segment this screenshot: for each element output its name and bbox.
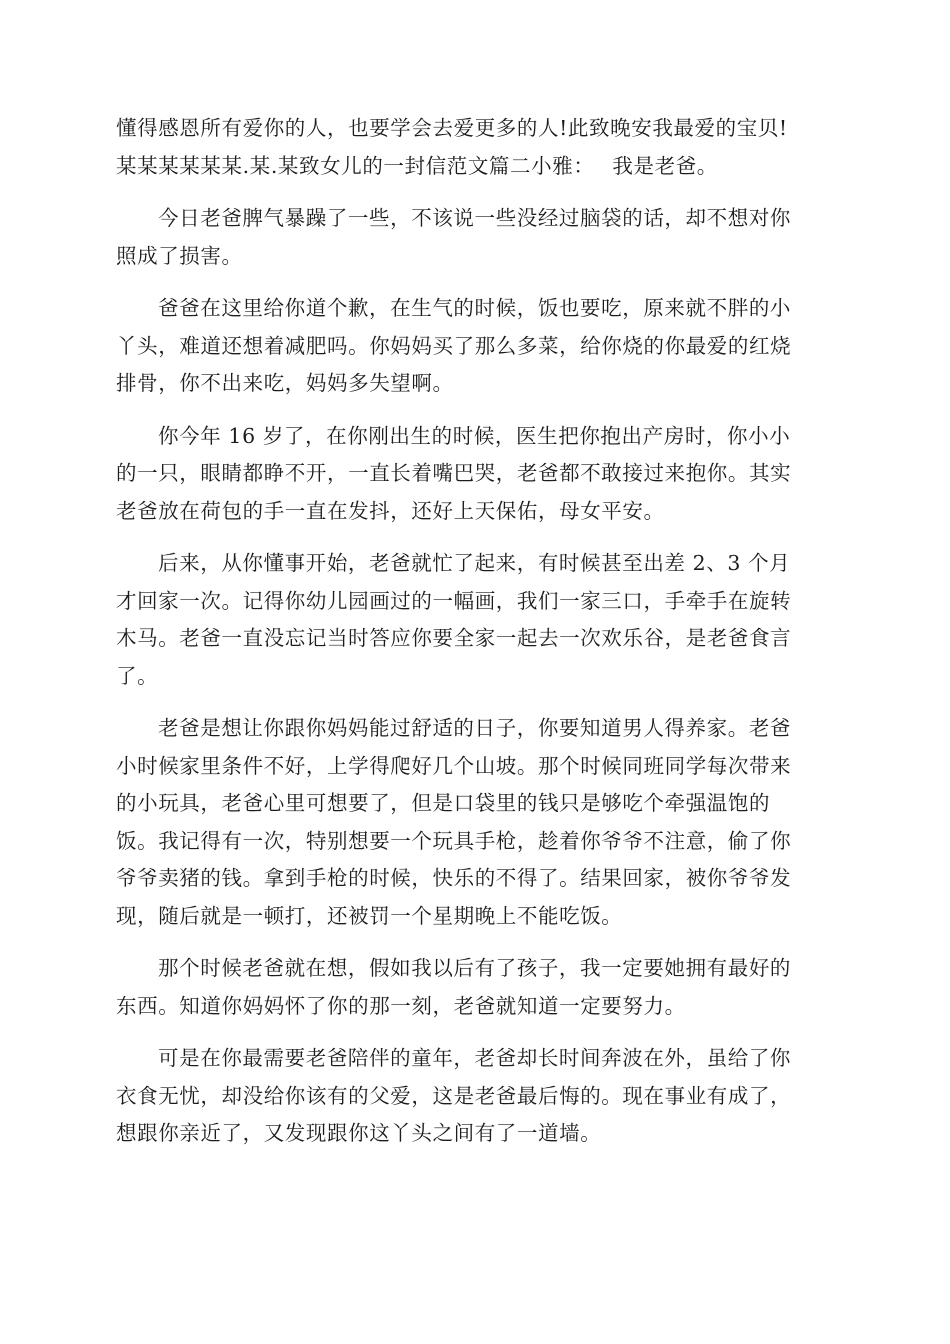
text-line: 老爸是想让你跟你妈妈能过舒适的日子，你要知道男人得养家。老爸	[158, 716, 792, 740]
text-line: 某某某某某某.某.某致女儿的一封信范文篇二小雅： 我是老爸。	[116, 153, 718, 178]
text-line: 才回家一次。记得你幼儿园画过的一幅画，我们一家三口，手牵手在旋转	[116, 588, 792, 613]
text-line: 排骨，你不出来吃，妈妈多失望啊。	[116, 371, 454, 395]
paragraph	[116, 200, 836, 275]
text-line: 懂得感恩所有爱你的人，也要学会去爱更多的人!此致晚安我最爱的宝贝!	[116, 116, 788, 140]
text-line: 那个时候老爸就在想，假如我以后有了孩子，我一定要她拥有最好的	[158, 956, 792, 980]
text-line: 东西。知道你妈妈怀了你的那一刻，老爸就知道一定要努力。	[116, 993, 686, 1018]
text-line: 衣食无忧，却没给你该有的父爱，这是老爸最后悔的。现在事业有成了，	[116, 1083, 792, 1108]
text-line: 的一只，眼睛都睁不开，一直长着嘴巴哭，老爸都不敢接过来抱你。其实	[116, 461, 792, 485]
paragraph	[116, 1040, 836, 1153]
paragraph	[116, 950, 836, 1025]
text-line: 想跟你亲近了，又发现跟你这丫头之间有了一道墙。	[116, 1121, 602, 1145]
text-line: 照成了损害。	[116, 243, 243, 268]
text-line: 后来，从你懂事开始，老爸就忙了起来，有时候甚至出差 2、3 个月	[158, 551, 791, 575]
paragraph-closing	[116, 110, 836, 185]
text-line: 爸爸在这里给你道个歉，在生气的时候，饭也要吃，原来就不胖的小	[158, 296, 792, 320]
text-line: 了。	[116, 663, 159, 688]
paragraph	[116, 290, 836, 403]
paragraph	[116, 545, 836, 695]
text-line: 丫头，难道还想着减肥吗。你妈妈买了那么多菜，给你烧的你最爱的红烧	[116, 333, 792, 358]
document-page	[116, 110, 836, 1168]
text-line: 老爸放在荷包的手一直在发抖，还好上天保佑，母女平安。	[116, 498, 665, 523]
text-line: 现，随后就是一顿打，还被罚一个星期晚上不能吃饭。	[116, 903, 623, 928]
text-line: 小时候家里条件不好，上学得爬好几个山坡。那个时候同班同学每次带来	[116, 753, 792, 778]
text-line: 今日老爸脾气暴躁了一些，不该说一些没经过脑袋的话，却不想对你	[158, 206, 792, 230]
paragraph	[116, 418, 836, 531]
text-line: 饭。我记得有一次，特别想要一个玩具手枪，趁着你爷爷不注意，偷了你	[116, 828, 792, 853]
text-line: 木马。老爸一直没忘记当时答应你要全家一起去一次欢乐谷，是老爸食言	[116, 626, 792, 650]
text-line: 的小玩具，老爸心里可想要了，但是口袋里的钱只是够吃个牵强温饱的	[116, 791, 771, 815]
paragraph	[116, 710, 836, 935]
text-line: 你今年 16 岁了，在你刚出生的时候，医生把你抱出产房时，你小小	[158, 423, 791, 448]
text-line: 可是在你最需要老爸陪伴的童年，老爸却长时间奔波在外，虽给了你	[158, 1046, 792, 1070]
text-line: 爷爷卖猪的钱。拿到手枪的时候，快乐的不得了。结果回家，被你爷爷发	[116, 866, 792, 890]
